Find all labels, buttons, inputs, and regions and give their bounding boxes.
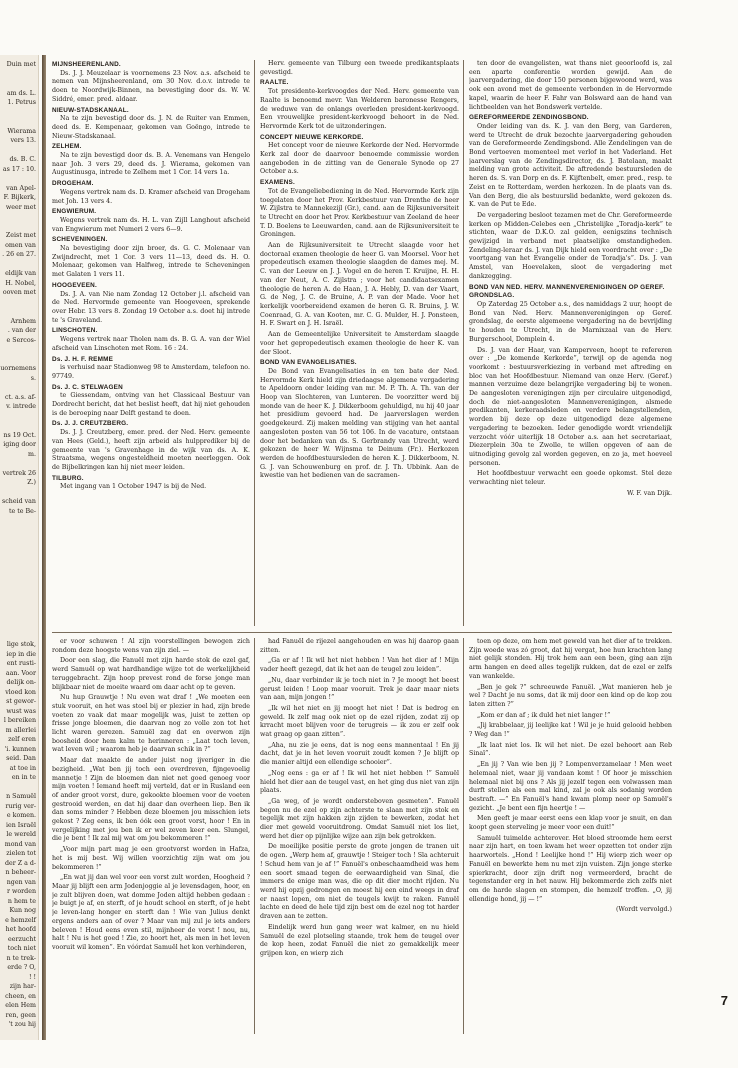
edge-text-line [0, 298, 37, 308]
edge-text-line [0, 421, 37, 431]
edge-text-line: vertrek 26 [2, 469, 36, 477]
paragraph: er voor schuwen ! Al zijn voorstellingen bewogen zich rondom deze hoogste wens van zijn ziel. — [52, 638, 250, 654]
edge-text-line: en in te [11, 774, 36, 781]
edge-text-line: eerzucht [8, 935, 36, 943]
edge-text-line: s. [30, 374, 36, 382]
edge-text-line: ien Israël [5, 821, 36, 829]
paragraph: „Ik laat niet los. Ik wil het niet. De ezel behoort aan Reb Sinaï”. [469, 741, 672, 758]
section-heading: Ds. J. C. STELWAGEN [52, 383, 123, 391]
edge-text-line: e hemzelf [5, 916, 36, 924]
section-heading: BOND VAN EVANGELISATIES. [260, 359, 357, 367]
paragraph: is verhuisd naar Stadionweg 98 te Amsterdam, telefoon no. 97749. [52, 364, 250, 380]
paragraph: „Nog eens : ga er af ! Ik wil het niet hebben !” Samuël hield het dier aan de teugel vast, en het ging dus niet van zijn plaats. [260, 769, 459, 795]
section-heading: HOOGEVEEN. [52, 281, 97, 289]
edge-text-line: 1. Petrus [7, 99, 36, 106]
edge-text-line: n beheer- [5, 869, 36, 876]
edge-text-line: rurig ver- [5, 802, 36, 810]
paragraph: Na te zijn bevestigd door ds. B. A. Venemans van Hengelo naar Joh. 3 vers 29, deed ds. J. Wierama, gekomen van Augustinusga, intrede te Zelhem met 1 Cor. 14 vers 1a. [52, 152, 250, 177]
paragraph: Men geeft je maar eerst eens een klap voor je snuit, en dan koopt geen sterveling je meer voor een duit!” [469, 815, 672, 832]
edge-text-line [0, 174, 37, 184]
paragraph: had Fanuël de rijezel aangehouden en was hij daarop gaan zitten. [260, 638, 459, 654]
edge-text-line: mond van [4, 840, 36, 848]
edge-text-line: der Z a d- [4, 859, 36, 867]
news-column-2 [260, 60, 459, 628]
story-column-2 [260, 638, 459, 1036]
edge-text-line: . 26 en 27. [2, 251, 36, 258]
story-column-1 [52, 638, 250, 1036]
edge-text-line: H. Nobel, [5, 279, 36, 287]
edge-text-line: Duin met [6, 61, 36, 68]
edge-text-line: F. Bijkerk, [3, 194, 36, 201]
signature: W. F. van Dijk. [627, 489, 672, 497]
paragraph: De Bond van Evangelisaties in en ten bate der Ned. Hervormde Kerk hield zijn driedaagse algemene vergadering te Apeldoorn onder leiding van mr. M. P. Th. A. Th. van der Hoop van Slochteren, van Lunteren. De voorzitter werd bij monde van de heer K. J. Dikkerboom gehuldigd, nu hij 40 jaar het presidium gevoerd had. De jaarverslagen werden goedgekeurd. Zij maken melding van stijging van het aantal aangesloten posten van 56 tot 106. In de vacature, ontstaan door het bedanken van ds. S. Gerbrandy van Utrecht, werd gekozen de heer W. Wijnsma te Deinum (Fr.). Herkozen werden de hoofdbestuursleden de heren K. J. Dikkerboom, N. G. J. van Schouwenburg en prof. dr. J. Th. Ubbink. Aan de kwestie van het bedienen van de sacramen- [260, 367, 459, 480]
paragraph: Aan de Rijksuniversiteit te Utrecht slaagde voor het doctoraal examen theologie de heer G. van Moorsel. Voor het propedeutisch examen theologie slaagden de dames mej. M. C. van der Leeuw en J. J. Vogel en de heren T. Kruijne, H. H. van der Neut, A. C. Zijlstra ; voor het candidaatsexamen theologie de heren A. de Haan, J. A. Hebly, D. van der Vaart, G. de Neg, J. C. de Bruine, A. P. van der Made. Voor het kerkelijk voorbereidend examen de heren G. R. Bruins, J. W. Coenraad, G. A. van Kooten, mr. C. G. Mulder, H. J. Ponsteen, H. F. Swart en J. H. Israël. [260, 242, 459, 328]
paragraph: Aan de Gemeentelijke Universiteit te Amsterdam slaagde voor het gepropedeutisch examen theologie de heer K. van der Sloot. [260, 331, 459, 356]
edge-text-line [0, 355, 37, 365]
page-gutter [42, 55, 46, 1040]
section-heading: SCHEVENINGEN. [52, 236, 108, 244]
edge-text-line [0, 222, 37, 232]
section-heading: RAALTE. [260, 79, 289, 87]
paragraph: Herv. gemeente van Tilburg een tweede predikantsplaats gevestigd. [260, 60, 459, 76]
edge-text-line: van Apel- [6, 184, 36, 192]
edge-text-line: 'i. kunnen [4, 745, 36, 753]
edge-text-line: erde ? O, [7, 964, 36, 971]
edge-text-line: toch niet [7, 945, 36, 952]
edge-text-line: te te Be- [9, 507, 36, 515]
edge-text-line: cheen, en [5, 992, 36, 1000]
section-heading: BOND VAN NED. HERV. MANNENVERENIGINGEN OP GEREF. GRONDSLAG. [469, 283, 665, 300]
section-divider [52, 632, 672, 633]
paragraph: De moeilijke positie perste de grote jongen de tranen uit de ogen. „Werp hem af, grauwtje ! Steiger toch ! Sla achteruit ! Schud hem van je af !” Fanuël's onbeschaamdheid was hem een soort smaad tegen de eerwaardigheid van Sinaï, die immers de enige man was, die op dit dier mocht rijden. Nu werd hij opzij gedrongen en moest hij een eind weegs in draf er naast lopen, om niet de teugels kwijt te raken. Fanuël lachte en deed de hele tijd zijn best om de ezel nog tot harder draven aan te zetten. [260, 843, 459, 921]
section-heading: ENGWIERUM. [52, 208, 97, 216]
paragraph: toen op deze, om hem met geweld van het dier af te trekken. Zijn woede was zó groot, dat hij vergat, hoe hun krachten lang niet gelijk stonden. Hij trok hem aan een been, ging aan zijn arm hangen en deed alles tegelijk rukken, dat de ezel er zelfs van wankelde. [469, 638, 672, 680]
edge-text-line [0, 117, 37, 127]
paragraph: Tot de Evangeliebediening in de Ned. Hervormde Kerk zijn toegelaten door het Prov. Kerkbestuur van Drenthe de heer W. Zijlstra te Mannekezijl (Gr.), cand. aan de Rijksuniversiteit te Utrecht en door het Prov. Kerkbestuur van Zeeland de heer T. D. Boelens te Leeuwarden, cand. aan de Rijksuniversiteit te Groningen. [260, 187, 459, 239]
paragraph: Het hoofdbestuur verwacht een goede opkomst. Stel deze verwachting niet teleur. [469, 470, 672, 487]
paragraph: Na te zijn bevestigd door ds. J. N. de Ruiter van Emmen, deed ds. E. Kempenaar, gekomen van Goëngo, intrede te Nieuw-Stadskanaal. [52, 115, 250, 140]
edge-text-line: m allerlei [5, 726, 36, 734]
section-heading: TILBURG. [52, 474, 84, 482]
edge-text-line [0, 79, 37, 89]
edge-text-line: Z.) [27, 479, 36, 486]
paragraph: Ds. J. A. van Nie nam Zondag 12 October j.l. afscheid van de Ned. Hervormde gemeente van Hoogeveen, sprekende over Hebr. 13 vers 8. Zondag 19 October a.s. doet hij intrede te 's Graveland. [52, 290, 250, 324]
paragraph: Op Zaterdag 25 October a.s., des namiddags 2 uur, hoopt de Bond van Ned. Herv. Mannenverenigingen op Geref. grondslag, de eerste algemeene vergadering na de bevrijding te houden te Utrecht, in de Marnixzaal van de Herv. Burgerschool, Domplein 4. [469, 300, 672, 343]
edge-text-line [0, 260, 37, 270]
paragraph: „Ga weg, of je wordt ondersteboven gesmeten”. Fanuël begon nu de ezel op zijn achterste te slaan met zijn stok en tegelijk met zijn hakken zijn zijden te bewerken, zodat het dier met geweld vooruitdrong. Omdat Samuël niet los liet, werd het dier op pijnlijke wijze aan zijn bek getrokken. [260, 797, 459, 840]
edge-text-line: Kun nog [9, 907, 36, 914]
edge-text-line: le wereld [6, 831, 36, 838]
edge-text-line: n te trek- [6, 954, 36, 962]
edge-text-line [0, 345, 37, 355]
edge-text-line: e komen. [6, 812, 36, 819]
edge-text-line: e Sercos- [6, 336, 36, 344]
edge-text-line: zelf eren [8, 736, 36, 743]
paragraph: „En wat jij dan wel voor een vorst zult worden, Hoogheid ? Maar jij blijft een arm Jodenjoggie al je levensdagen, hoor, en je zult blijven doen, wat domme Joden altijd hebben gedaan : je buigt je af, en sterft, of je houdt school en sterft, of je hebt je leven-lang honger en sterft dan ! Wie van Julius denkt ergens anders aan of over ? Maar van mij zul je iets anders beleven ! Houd eens even stil, mijnheer de vorst ! nou, nu, halt ! Nu is het goed ! Zie, zo hoort het, als men in het leven vooruit wil komen”. En vóórdat Samuël het kon verhinderen, [52, 874, 250, 951]
edge-text-line: wust was [6, 707, 36, 715]
edge-text-line: iging door [3, 441, 36, 448]
news-column-1 [52, 60, 250, 628]
edge-text-line: v. intrede [6, 403, 36, 410]
paragraph: Het concept voor de nieuwe Kerkorde der Ned. Hervormde Kerk zal door de daarvoor benoemde commissie worden aangeboden in de zitting van de Generale Synode op 27 October a.s. [260, 142, 459, 176]
edge-text-line: elen Hem [5, 1002, 36, 1009]
section-heading: NIEUW-STADSKANAAL. [52, 106, 129, 114]
edge-text-line: zielen tot [6, 850, 36, 857]
edge-text-line: 't zou hij [8, 1021, 36, 1028]
paragraph: Maar dat maakte de ander juist nog ijveriger in die bezigheid. „Wat ben jij toch een overdreven, fijngevoelig mannetje ! Zijn de bloemen dan niet net goed genoeg voor mijn voeten ! Iemand heeft mij verteld, dat er in Rusland een of ander groot vorst, dure, gekookte bloemen voor de voeten gestrooid werden, en dat hij daar dan overheen liep. Ben ik dan soms minder ? Hebben deze bloemen jou misschien iets gekost ? Zeg eens, ik ben óók een groot vorst, hoor ! En in vergelijking met jou ben ik er wel zeven keer een. Slungel, die je bent ! Ik zal mij wat om jou bekommeren !” [52, 757, 250, 843]
section-heading: CONCEPT NIEUWE KERKORDE. [260, 133, 364, 141]
edge-text-line [0, 146, 37, 156]
edge-text-line: scheid van [2, 498, 36, 505]
section-heading: Ds. J. H. F. REMME [52, 355, 114, 363]
paragraph: Ds. J. J. Meuzelaar is voornemens 23 Nov. a.s. afscheid te nemen van Mijnsheerenland, om 30 Nov. d.o.v. intrede te doen te Noordwijk-Binnen, na bevestiging door ds. W. W. Siddré, emer. pred. aldaar. [52, 69, 250, 103]
edge-text-line: ds. B. C. [9, 156, 36, 163]
edge-text-line: l bereiken [3, 717, 36, 724]
edge-text-line: weer met [5, 203, 36, 211]
paragraph: Tot presidente-kerkvoogdes der Ned. Herv. gemeente van Raalte is benoemd mevr. Van Welderen baronesse Rengers, de weduwe van de onlangs overleden president-kerkvoogd. Een vrouwelijke president-kerkvoogd behoort in de Ned. Hervormde Kerk tot de uitzonderingen. [260, 88, 459, 130]
story-column-3 [469, 638, 672, 1036]
page-number: 7 [720, 993, 728, 1008]
edge-text-line: zijn har- [9, 983, 36, 990]
signature: (Wordt vervolgd.) [615, 906, 672, 914]
section-heading: GEREFORMEERDE ZENDINGSBOND. [469, 114, 589, 122]
paragraph: te Giessendam, ontving van het Classicaal Bestuur van Dordrecht bericht, dat het beslist heeft, dat hij niet gehouden is de beroeping naar Delft gestand te doen. [52, 392, 250, 417]
section-heading: EXAMENS. [260, 179, 295, 187]
section-heading: DROGEHAM. [52, 180, 94, 188]
section-heading: Ds. J. J. CREUTZBERG. [52, 420, 129, 428]
edge-text-line: iep in die [6, 650, 36, 658]
paragraph: Na bevestiging door zijn broer, ds. G. C. Molenaar van Zwijndrecht, met 1 Cor. 3 vers 11—13, deed ds. H. O. Molenaar, gekomen van Halfweg, intrede te Scheveningen met Galaten 1 vers 11. [52, 245, 250, 279]
paragraph: Samuël tuimelde achterover. Het bloed stroomde hem eerst naar zijn hart, en toen kwam het weer opzetten tot onder zijn haarwortels. „Hond ! Leelijke hond !” Hij wierp zich weer op Fanuël en bewerkte hem nu met zijn vuisten. Zijn jonge sterke spierkracht, door zijn drift nog vermeerderd, bracht de tegenstander erg in het nauw. Hij bekommerde zich zelfs niet om de harde slagen en stompen, die hemzelf troffen. „O, jij ellendige hond, jij — !” [469, 834, 672, 903]
edge-text-line: ct. a.s. af- [4, 393, 36, 401]
edge-text-line: vers 13. [10, 137, 36, 144]
edge-text-line [0, 783, 37, 793]
paragraph: „Jij krabbelaar, jij leelijke kat ! Wil je je huid gelooid hebben ? Weg dan !” [469, 722, 672, 739]
edge-text-line: Zeist met [5, 232, 36, 239]
edge-text-line: ! ! [28, 973, 36, 981]
edge-text-line [0, 307, 37, 317]
edge-text-line: r worden [6, 888, 36, 895]
paragraph: Wegens vertrek naar Tholen nam ds. B. G. A. van der Wiel afscheid van Linschoten met Rom. 16 : 24. [52, 336, 250, 352]
paragraph: Met ingang van 1 October 1947 is bij de Ned. [60, 483, 207, 491]
paragraph: De vergadering besloot tezamen met de Chr. Gereformeerde kerken op Midden-Celebes een „Christelijke „Toradja-kerk” te stichten, waar de D.K.O. zal gelden, eenigszins technisch gewijzigd in verband met plaatselijke omstandigheden. Zendeling-leraar ds. J. van Dijk hield een voordracht over : „De voortgang van het Evangelie onder de Toradja's”. Ds. J. van Amstel, van Hoevelaken, sloot de vergadering met dankzegging. [469, 211, 672, 280]
edge-text-line: vloed kon [5, 688, 36, 696]
edge-text-line: m. [28, 450, 36, 458]
edge-text-line: het hoofd [5, 926, 36, 933]
edge-text-line: n hem te [7, 897, 36, 905]
paragraph: „Ik wil het niet en jij moogt het niet ! Dat is bedrog en geweld. Ik zelf mag ook niet op de ezel rijden, zodat zij op krracht moet blijven voor de terugreis — ik zou er zelf ook wat graag op gaan zitten”. [260, 704, 459, 739]
left-edge-text-bottom [0, 640, 37, 1035]
paragraph: „Nu, daar verbinder ik je toch niet in ? Je moogt het beest gerust leiden ! Loop maar vooruit. Trek je daar maar niets van aan, mijn jongen !” [260, 676, 459, 702]
edge-text-line [0, 70, 37, 80]
news-column-3 [469, 60, 672, 628]
section-heading: LINSCHOTEN. [52, 327, 98, 335]
paragraph: „Ga er af ! Ik wil het niet hebben ! Van het dier af ! Mijn vader heeft gezegd, dat ik het aan de teugel zou leiden”. [260, 657, 459, 674]
edge-text-line: am ds. L. [6, 89, 36, 97]
paragraph: „En jij ? Van wie ben jij ? Lompenverzamelaar ! Men weet helemaal niet, waar jij vandaan komt ! Of hoor je misschien helemaal niet bij ons ? Als jij jezelf tegen een volwassen man durft stellen als een mal kind, zal je ook als sodanig worden bestraft. —” En Fanuël's hand kwam plomp neer op Samuël's gezicht. „Je bent een fijn heertje ! — [469, 761, 672, 812]
column-rule [254, 638, 255, 1034]
edge-text-line: n Samuël [6, 793, 36, 800]
column-rule [463, 638, 464, 1034]
edge-text-line: Arnhem [10, 317, 36, 325]
section-heading: MIJNSHEERENLAND. [52, 61, 121, 68]
edge-text-line: ent rusti- [6, 660, 36, 667]
edge-text-line: lige stok, [6, 641, 36, 648]
edge-text-line [0, 108, 37, 118]
paragraph: Onder leiding van ds. K. J. van den Berg, van Garderen, werd te Utrecht de druk bezochte jaarvergadering gehouden van de Gereformeerde Zendingsbond. Alle Zendelingen van de Bond vertoeven momenteel met verlof in het Vaderland. Het jaarverslag van de Zendingsdirector, ds. J. Batelaan, maakt melding van grote activiteit. De aftredende bestuursleden de heren ds. S. van Dorp en ds. F. Kijftenbelt, emer. pred., resp. te Zeist en te Rotterdam, werden herkozen. In de plaats van ds. Van den Berg, die als bestuurslid bedankte, werd gekozen ds. K. van de Put te Ede. [469, 122, 672, 209]
edge-text-line: delijk on- [6, 679, 36, 686]
edge-text-line: ngen van [6, 878, 36, 886]
paragraph: Wegens vertrek nam ds. D. Kramer afscheid van Drogeham met Joh. 13 vers 4. [52, 188, 250, 205]
edge-text-line: uornemens [0, 365, 36, 372]
paragraph: Door een slag, die Fanuël met zijn harde stok de ezel gaf, werd Samuël op wat hardhandige wijze tot de werkelijkheid teruggebracht. Zijn hoop prevest rond de forse jonge man blijkbaar niet de moeite waard om daar acht op te geven. [52, 657, 250, 691]
edge-text-line [0, 459, 37, 469]
paragraph: Nu hup Grauwtje ! Nu even wat draf ! „We moeten een stuk vooruit, en het was stoel bij er plezier in had, zijn brede voeten zo vaak dat maar mogelijk was, juist te zetten op frisse jonge bloemen, die daarvan nog zo volle zon tot het licht waren gerezen. Samuël zag dat en overwon zijn boosheid door hem kalm te herinneren : „Laat toch leven, wat leven wil ; waarom heb je daarvan schik in ?” [52, 694, 250, 754]
paragraph: ten door de evangelisten, wat thans niet geoorloofd is, zal een aparte conferentie worden gewijd. Aan de jaarvergadering, die door 150 personen bijgewoond werd, was ook een avond met de gemeente verbonden in de Hervormde kapel, waarin de heer F. Fahr van Bolsward aan de hand van lichtbeelden van het Bondswerk vertelde. [469, 60, 672, 111]
edge-text-line: . van der [7, 327, 36, 334]
edge-text-line: ooven met [2, 289, 36, 296]
edge-text-line [0, 212, 37, 222]
section-heading: ZELHEM. [52, 143, 82, 151]
column-rule [254, 60, 255, 626]
paragraph: Eindelijk werd hun gang weer wat kalmer, en nu hield Samuël de ezel plotseling staande, trok hem de teugel over de kop heen, zodat Fanuël die niet zo gemakkelijk meer grijpen kon, en wierp zich [260, 923, 459, 957]
edge-text-line: Wierama [7, 127, 36, 135]
paragraph: „Kom er dan af ; ik duld het niet langer !” [477, 711, 611, 719]
edge-text-line: at toe in [9, 764, 36, 772]
paragraph: Ds. J. van der Haar, van Kamperveen, hoopt te refereren over : „De komende Kerkorde”, terwijl op de agenda nog voorkomt : bestuursverkiezing in verband met aftreding en bloc van het Hoofdbestuur. Niemand van onze Herv. (Geref.) mannen verzuime deze belangrijke vergadering bij te wonen. De aangesloten verenigingen zijn per circulaire uitgenodigd, doch de niet-aangesloten Mannenverenigingen, alsmede predikanten, kerkeraadsleden en verdere belangstellenden, worden bij deze op deze uitgenodigd deze algemene vergadering te bezoeken. Ieder genodigde wordt vriendelijk verzocht vóór uiterlijk 18 October a.s. aan het secretariaat, Diezerplein 30a te Zwolle, te willen opgeven of aan de uitnodiging gevolg zal worden gegeven, en zo ja, met hoeveel personen. [469, 346, 672, 467]
paragraph: „Voor mijn part mag je een grootvorst worden in Hafza, het is mij best. Wij willen voorzichtig zijn wat om jou bekommeren !” [52, 846, 250, 871]
edge-text-line: ren, geen [5, 1011, 36, 1019]
edge-text-line: as 17 : 10. [2, 165, 36, 173]
left-edge-text-top [0, 60, 37, 540]
edge-text-line [0, 383, 37, 393]
edge-text-line: seid. Dan [6, 755, 36, 762]
edge-text-line [0, 488, 37, 498]
edge-text-line [0, 412, 37, 422]
edge-text-line: omen van [5, 241, 36, 249]
column-rule [463, 60, 464, 626]
paragraph: Ds. J. J. Creutzberg, emer. pred. der Ned. Herv. gemeente van Hees (Geld.), heeft zijn arbeid als hulpprediker bij de gemeente van 's Gravenhage in de wijk van ds. A. K. Straatsma, wegens ongesteldheid moeten neerleggen. Ook de Bijbelkringen kan hij niet meer leiden. [52, 429, 250, 471]
paragraph: „Ben je gek ?” schreeuwde Fanuël. „Wat manieren heb je wel ? Dacht je nu soms, dat ik mij door een kind op de kop zou laten zitten ?” [469, 683, 672, 708]
paragraph: „Aha, nu zie je eens, dat is nog eens mannentaal ! En jij dacht, dat je in het leven vooruit zoudt komen ? Je blijft op die manier altijd een ellendige schooier”. [260, 741, 459, 767]
paragraph: Wegens vertrek nam ds. H. L. van Zijll Langhout afscheid van Engwierum met Numeri 2 vers 6—9. [52, 216, 250, 233]
edge-text-line: eldijk van [5, 270, 36, 277]
edge-text-line: st gewor- [6, 698, 36, 705]
edge-text-line: aan. Voor [5, 669, 36, 677]
edge-text-line: ns 19 Oct. [3, 431, 36, 439]
